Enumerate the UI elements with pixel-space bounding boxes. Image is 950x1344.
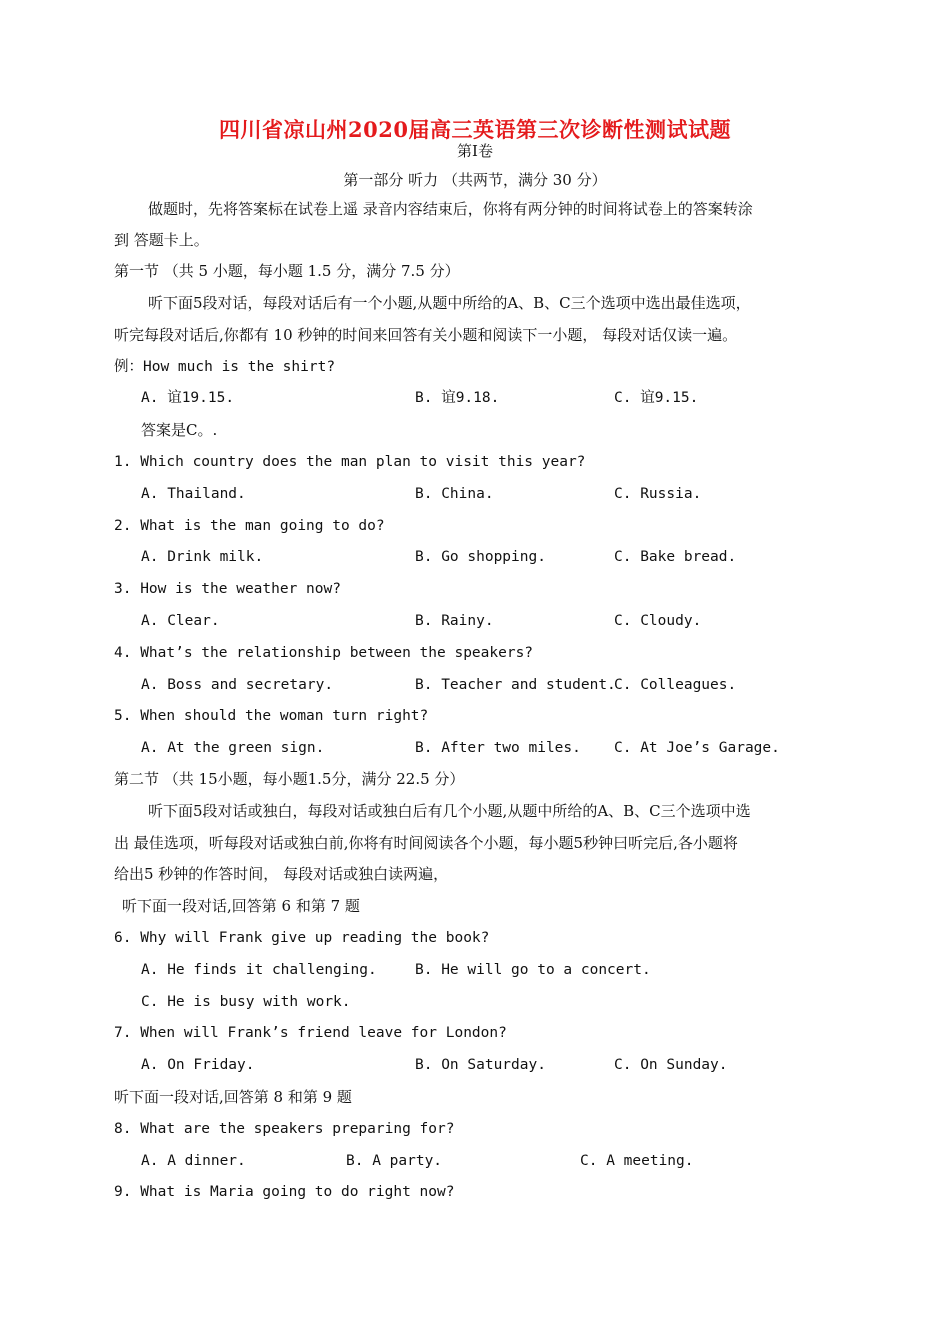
- option-b: B. He will go to a concert.: [415, 962, 651, 978]
- option-a: A. Drink milk.: [141, 549, 264, 565]
- option-c: C. A meeting.: [580, 1153, 694, 1169]
- question-4: 4. What’s the relationship between the speakers?: [114, 645, 534, 661]
- part-heading: 第一部分 听力 （共两节，满分 30 分）: [343, 171, 607, 189]
- example-question: 例：How much is the shirt?: [114, 359, 336, 375]
- section2-description: 出 最佳选项，听每段对话或独白前,你将有时间阅读各个小题，每小题5秒钟曰听完后,各小题将: [114, 834, 738, 852]
- section1-heading: 第一节 （共 5 小题，每小题 1.5 分，满分 7.5 分）: [114, 262, 460, 280]
- option-b: B. Teacher and student.: [415, 677, 616, 693]
- section1-description: 听完每段对话后,你都有 10 秒钟的时间来回答有关小题和阅读下一小题， 每段对话仅读一遍。: [114, 326, 738, 344]
- option-c: C. At Joe’s Garage.: [614, 740, 780, 756]
- option-b: B. China.: [415, 486, 494, 502]
- option-b: B. Go shopping.: [415, 549, 546, 565]
- option-c: C. Russia.: [614, 486, 702, 502]
- example-option-a: A. 谊19.15.: [141, 390, 235, 406]
- section2-description: 给出5 秒钟的作答时间， 每段对话或独白读两遍，: [114, 865, 449, 883]
- dialogue-prompt: 听下面一段对话,回答第 8 和第 9 题: [114, 1088, 352, 1106]
- option-a: A. Clear.: [141, 613, 220, 629]
- question-5: 5. When should the woman turn right?: [114, 708, 429, 724]
- instructions-line: 做题时，先将答案标在试卷上遥 录音内容结束后，你将有两分钟的时间将试卷上的答案转涂: [148, 200, 753, 218]
- dialogue-prompt: 听下面一段对话,回答第 6 和第 7 题: [122, 897, 360, 915]
- option-c: C. He is busy with work.: [141, 994, 351, 1010]
- option-c: C. Cloudy.: [614, 613, 702, 629]
- question-8: 8. What are the speakers preparing for?: [114, 1121, 455, 1137]
- page-title: 四川省凉山州2020届高三英语第三次诊断性测试试题: [219, 117, 731, 142]
- option-c: C. On Sunday.: [614, 1057, 728, 1073]
- option-b: B. On Saturday.: [415, 1057, 546, 1073]
- option-a: A. At the green sign.: [141, 740, 325, 756]
- question-3: 3. How is the weather now?: [114, 581, 341, 597]
- example-option-b: B. 谊9.18.: [415, 390, 500, 406]
- option-a: A. On Friday.: [141, 1057, 255, 1073]
- question-7: 7. When will Frank’s friend leave for London?: [114, 1025, 507, 1041]
- section2-description: 听下面5段对话或独白，每段对话或独白后有几个小题,从题中所给的A、B、C三个选项中选: [148, 802, 751, 820]
- example-option-c: C. 谊9.15.: [614, 390, 699, 406]
- option-c: C. Colleagues.: [614, 677, 737, 693]
- question-6: 6. Why will Frank give up reading the book?: [114, 930, 490, 946]
- section1-description: 听下面5段对话，每段对话后有一个小题,从题中所给的A、B、C三个选项中选出最佳选项，: [148, 294, 751, 312]
- option-b: B. A party.: [346, 1153, 443, 1169]
- option-c: C. Bake bread.: [614, 549, 737, 565]
- section2-heading: 第二节 （共 15小题，每小题1.5分，满分 22.5 分）: [114, 770, 465, 788]
- volume-label: 第I卷: [457, 142, 493, 160]
- question-2: 2. What is the man going to do?: [114, 518, 385, 534]
- option-a: A. Thailand.: [141, 486, 246, 502]
- question-1: 1. Which country does the man plan to visit this year?: [114, 454, 586, 470]
- option-a: A. Boss and secretary.: [141, 677, 334, 693]
- instructions-line: 到 答题卡上。: [114, 231, 209, 249]
- option-b: B. Rainy.: [415, 613, 494, 629]
- option-b: B. After two miles.: [415, 740, 581, 756]
- option-a: A. He finds it challenging.: [141, 962, 377, 978]
- question-9: 9. What is Maria going to do right now?: [114, 1184, 455, 1200]
- example-answer: 答案是C。.: [141, 421, 218, 439]
- option-a: A. A dinner.: [141, 1153, 246, 1169]
